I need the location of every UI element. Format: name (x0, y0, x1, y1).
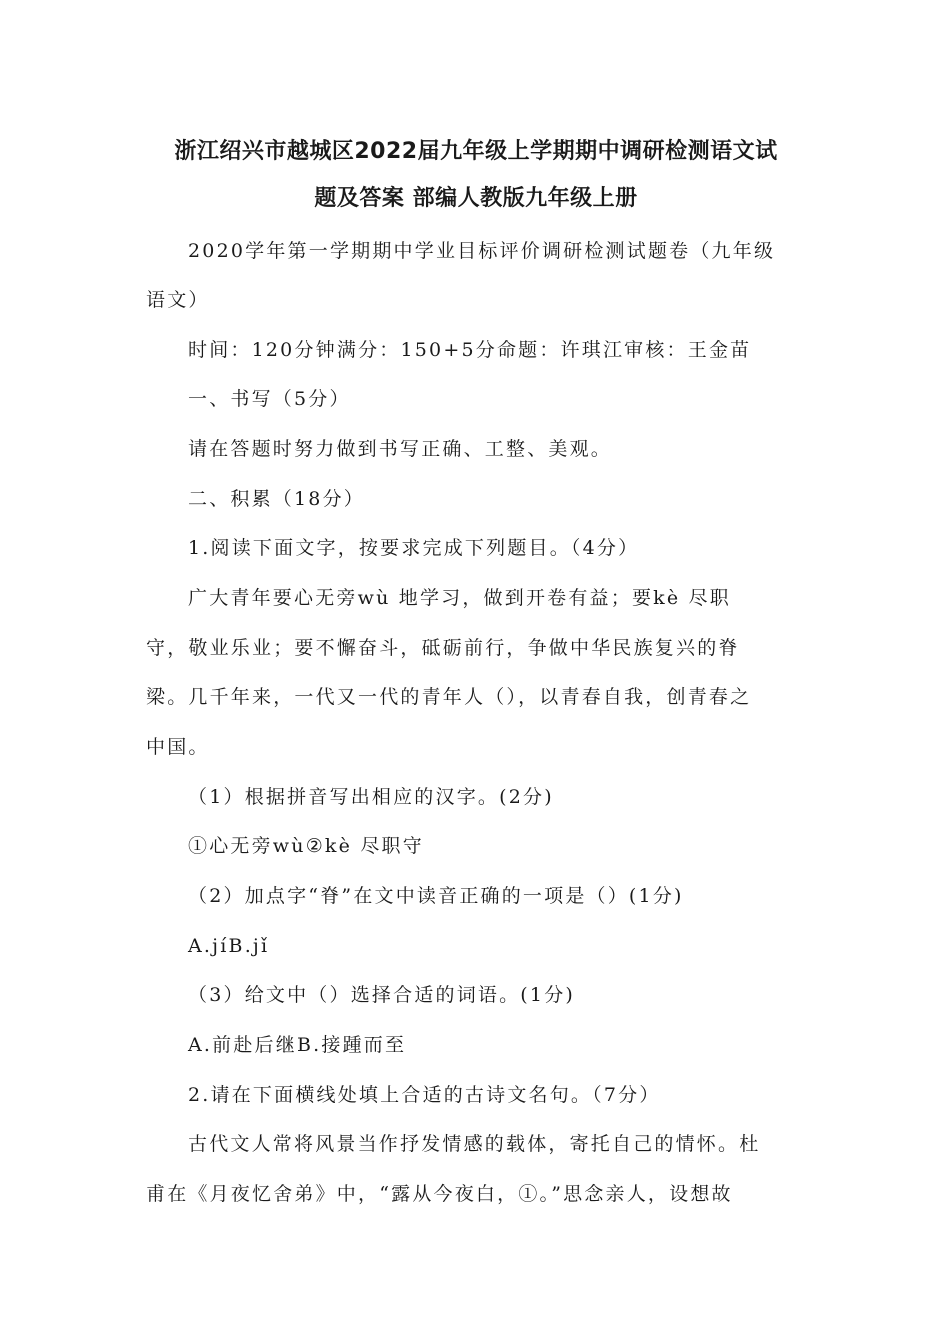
q1-passage-line-1: 广大青年要心无旁wù 地学习，做到开卷有益；要kè 尽职 (188, 587, 731, 609)
q2-passage-line-1: 古代文人常将风景当作抒发情感的载体，寄托自己的情怀。杜 (188, 1133, 761, 1155)
document-title-line-2: 题及答案 部编人教版九年级上册 (314, 186, 638, 211)
q1-sub-1-items: ①心无旁wù②kè 尽职守 (188, 835, 424, 857)
q1-passage-line-2: 守，敬业乐业；要不懈奋斗，砥砺前行，争做中华民族复兴的脊 (146, 637, 740, 659)
q1-sub-2: （2）加点字“脊”在文中读音正确的一项是（）(1分) (188, 885, 684, 907)
q2-passage-line-2: 甫在《月夜忆舍弟》中，“露从今夜白，①。”思念亲人，设想故 (146, 1183, 733, 1205)
question-1: 1.阅读下面文字，按要求完成下列题目。（4分） (188, 537, 640, 559)
q1-sub-3: （3）给文中（）选择合适的词语。(1分) (188, 984, 576, 1006)
section-2-heading: 二、积累（18分） (188, 488, 365, 510)
q1-sub-3-options: A.前赴后继B.接踵而至 (188, 1034, 407, 1056)
q1-sub-1: （1）根据拼音写出相应的汉字。(2分) (188, 786, 554, 808)
section-1-heading: 一、书写（5分） (188, 388, 351, 410)
exam-title-line-2: 语文） (146, 289, 210, 311)
q1-passage-line-3: 梁。几千年来，一代又一代的青年人（），以青春自我，创青春之 (146, 686, 752, 708)
exam-title-line-1: 2020学年第一学期期中学业目标评价调研检测试题卷（九年级 (188, 240, 776, 262)
section-1-text: 请在答题时努力做到书写正确、工整、美观。 (188, 438, 613, 460)
exam-info: 时间：120分钟满分：150+5分命题：许琪江审核：王金苗 (188, 339, 752, 361)
document-title-line-1: 浙江绍兴市越城区2022届九年级上学期期中调研检测语文试 (174, 139, 778, 164)
question-2: 2.请在下面横线处填上合适的古诗文名句。（7分） (188, 1084, 661, 1106)
q1-sub-2-options: A.jíB.jǐ (188, 935, 270, 957)
q1-passage-line-4: 中国。 (146, 736, 210, 758)
